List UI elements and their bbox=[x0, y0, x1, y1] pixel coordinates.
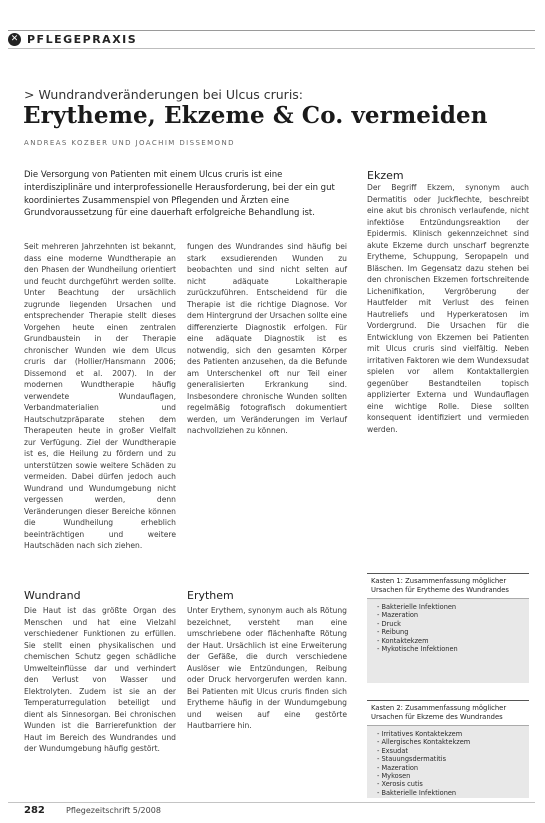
body-paragraph: Der Begriff Ekzem, synonym auch Dermatitis oder Juckflechte, beschreibt eine akut bis chronisch verlaufende, nicht infektiöse Entzündungsreaktion der Epidermis. Klinisch gekennzeichnet sind akute Ekzeme durch unscharf begrenzte Erytheme, Schuppung, Seropapeln und Bläschen. Im Gegensatz dazu stehen bei den chronischen Ekzemen fortschreitende Lichenifikation, Vergröberung der Hautfelder mit Verlust des feinen Hautreliefs und Hyperkeratosen im Vordergrund. Die Ursachen für die Entwicklung von Ekzemen bei Patienten mit Ulcus cruris sind vielfältig. Neben irritativen Faktoren wie dem Wundexsudat spielen vor allem Kontaktallergien gegenüber Bestandteilen topisch applizierter Externa und Wundauflagen eine wichtige Rolle. Diese sollten konsequent identifiziert und vermieden werden. bbox=[367, 183, 529, 434]
kicker-arrow: > bbox=[24, 87, 35, 102]
subhead-ekzem: Ekzem bbox=[367, 169, 404, 182]
list-item: - Mazeration bbox=[377, 611, 523, 619]
article-lead: Die Versorgung von Patienten mit einem Ulcus cruris ist eine interdisziplinäre und interprofessionelle Herausforderung, bei der ein gut koordiniertes Zusammenspiel von Pflegenden und Ärzten eine Grundvoraussetzung für eine dauerhaft erfolgreiche Behandlung ist. bbox=[24, 170, 335, 219]
info-box-2 bbox=[367, 700, 529, 798]
body-column-1 bbox=[24, 241, 176, 552]
list-item: - Kontaktekzem bbox=[377, 637, 523, 645]
list-item: - Mykosen bbox=[377, 772, 523, 780]
article-kicker bbox=[24, 87, 303, 102]
section-header bbox=[8, 33, 137, 46]
body-paragraph: Unter Erythem, synonym auch als Rötung bezeichnet, versteht man eine umschriebene oder flächenhafte Rötung der Haut. Ursächlich ist eine Erweiterung der Gefäße, die durch verschiedene Auslöser wie Entzündungen, Reibung oder Druck hervorgerufen werden kann. Bei Patienten mit Ulcus cruris finden sich Erytheme häufig in der Wundumgebung und weisen auf eine gestörte Hautbarriere hin. bbox=[187, 606, 347, 730]
kicker-text: Wundrandveränderungen bei Ulcus cruris: bbox=[38, 87, 304, 102]
subhead-erythem: Erythem bbox=[187, 589, 234, 602]
info-box-caption: Kasten 2: Zusammenfassung möglicher Ursachen für Ekzeme des Wundrandes bbox=[367, 701, 529, 726]
x-circle-icon: ✕ bbox=[8, 33, 21, 46]
list-item: - Exsudat bbox=[377, 747, 523, 755]
list-item: - Allergisches Kontaktekzem bbox=[377, 738, 523, 746]
list-item: - Stauungsdermatitis bbox=[377, 755, 523, 763]
list-item: - Irritatives Kontaktekzem bbox=[377, 730, 523, 738]
list-item: - Mazeration bbox=[377, 764, 523, 772]
subhead-wundrand: Wundrand bbox=[24, 589, 81, 602]
footer-rule bbox=[8, 802, 535, 803]
body-paragraph: fungen des Wundrandes sind häufig bei stark exsudierenden Wunden zu beobachten und sind nicht selten auf nicht adäquate Lokaltherapie zurückzuführen. Entscheidend für die Therapie ist die richtige Diagnose. Vor dem Hintergrund der Ursachen sollte eine differenzierte Diagnostik erfolgen. Für eine adäquate Diagnostik ist es notwendig, sich den gesamten Körper des Patienten anzusehen, da die Befunde am Unterschenkel oft nur Teil einer generalisierten Erkrankung sind. Insbesondere chronische Wunden sollten regelmäßig fotografisch dokumentiert werden, um Veränderungen im Verlauf nachvollziehen zu können. bbox=[187, 242, 347, 435]
list-item: - Mykotische Infektionen bbox=[377, 645, 523, 653]
section-label: PFLEGEPRAXIS bbox=[27, 33, 138, 46]
info-box-list bbox=[367, 726, 529, 801]
top-rule bbox=[8, 30, 535, 31]
body-paragraph: Die Haut ist das größte Organ des Menschen und hat eine Vielzahl verschiedener Funktionen zu erfüllen. Sie stellt einen physikalischen und chemischen Schutz gegen schädliche Umwelteinflüsse dar und verhindert den Verlust von Wasser und Elektrolyten. Zudem ist sie an der Temperaturregulation beteiligt und dient als Sinnesorgan. Bei chronischen Wunden ist die Barrierefunktion der Haut im Bereich des Wundrandes und der Wundumgebung häufig gestört. bbox=[24, 606, 176, 753]
list-item: - Reibung bbox=[377, 628, 523, 636]
section-rule bbox=[8, 48, 535, 49]
body-paragraph: Seit mehreren Jahrzehnten ist bekannt, dass eine moderne Wundtherapie an den Phasen der Wundheilung orientiert und feucht durchgeführt werden sollte. Unter Beachtung der ursächlich zugrunde liegenden Ursachen und entsprechender Therapie stellt dieses Vorgehen heute einen zentralen Grundbaustein in der Therapie chronischer Wunden wie dem Ulcus cruris dar (Hollier/Hansmann 2006; Dissemond et al. 2007). In der modernen Wundtherapie häufig verwendete Wundauflagen, Verbandmaterialien und Hautschutzpräparate stehen dem Therapeuten heute in großer Vielfalt zur Verfügung. Ziel der Wundtherapie ist es, die Heilung zu fördern und zu unterstützen sowie weitere Schäden zu vermeiden. Dabei dürfen jedoch auch Wundrand und Wundumgebung nicht vergessen werden, denn Veränderungen dieser Bereiche können die Wundheilung erheblich beeinträchtigen und weitere Hautschäden nach sich ziehen. bbox=[24, 242, 176, 550]
journal-name: Pflegezeitschrift 5/2008 bbox=[66, 806, 161, 815]
info-box-1 bbox=[367, 573, 529, 683]
info-box-caption: Kasten 1: Zusammenfassung möglicher Ursachen für Erytheme des Wundrandes bbox=[367, 574, 529, 599]
body-column-5 bbox=[187, 605, 347, 732]
list-item: - Xerosis cutis bbox=[377, 780, 523, 788]
article-authors: ANDREAS KOZBER UND JOACHIM DISSEMOND bbox=[24, 139, 235, 147]
body-column-2 bbox=[187, 241, 347, 437]
list-item: - Druck bbox=[377, 620, 523, 628]
article-title: Erytheme, Ekzeme & Co. vermeiden bbox=[23, 102, 488, 129]
list-item: - Bakterielle Infektionen bbox=[377, 603, 523, 611]
info-box-list bbox=[367, 599, 529, 657]
list-item: - Bakterielle Infektionen bbox=[377, 789, 523, 797]
body-column-3 bbox=[367, 182, 529, 435]
body-column-4 bbox=[24, 605, 176, 755]
page-number: 282 bbox=[24, 805, 45, 816]
